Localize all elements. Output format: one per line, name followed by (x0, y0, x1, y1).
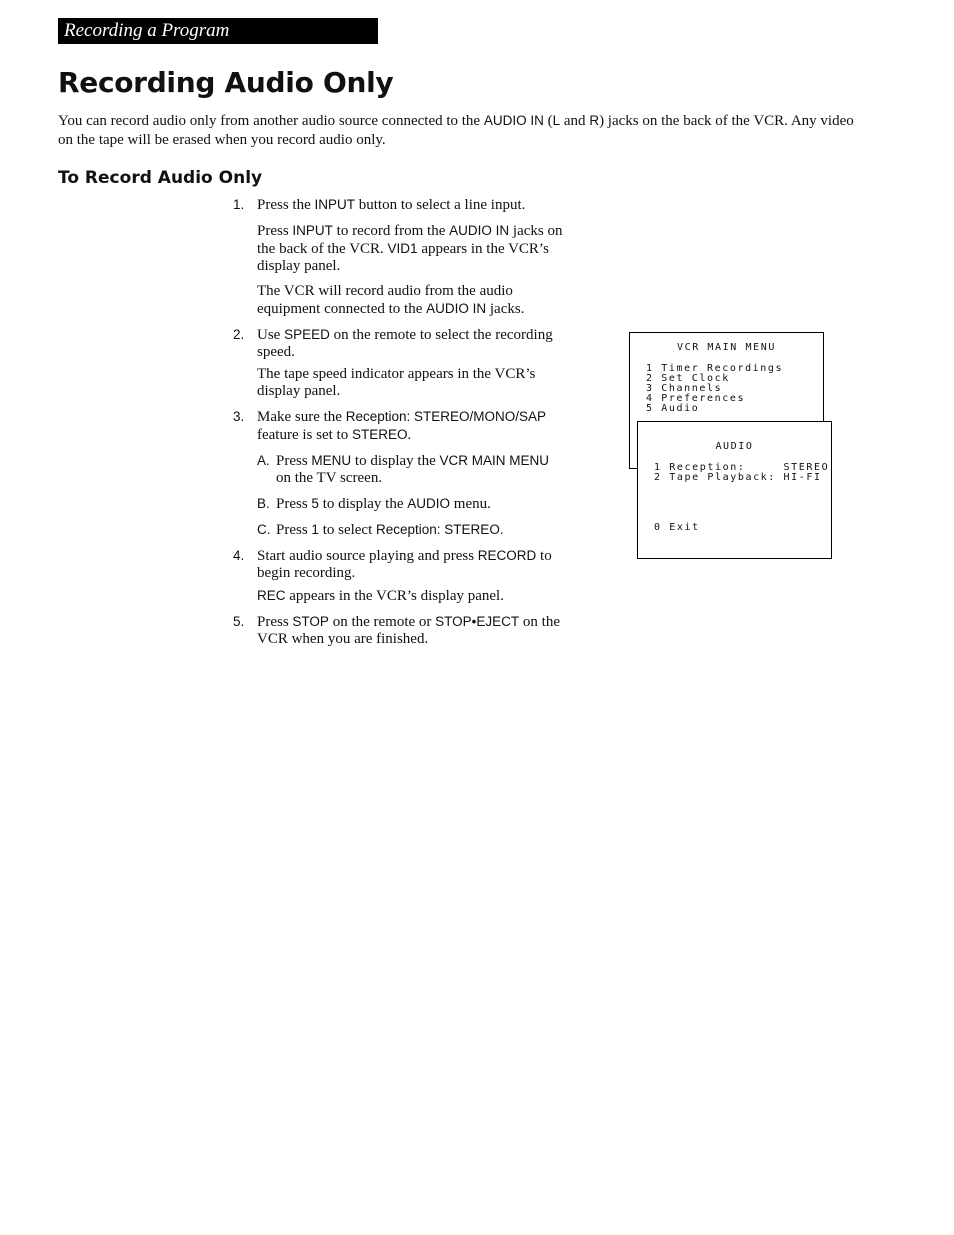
step-number: 4. (233, 548, 245, 563)
menu-title: AUDIO (715, 441, 754, 452)
menu-item: 4 Preferences (646, 393, 746, 404)
menu-item: 1 Timer Recordings (646, 363, 784, 374)
intro-paragraph: You can record audio only from another audio source connected to the AUDIO IN (L and R) jacks on the back of the VCR. Any video on the tape will be erased when you record audio only. (58, 113, 854, 148)
step-text: Press STOP on the remote or STOP•EJECT on the VCR when you are finished. (257, 614, 560, 647)
step-text: Start audio source playing and press RECORD to begin recording. (257, 548, 552, 581)
menu-item: 1 Reception: STEREO (654, 462, 830, 473)
step-text: Use SPEED on the remote to select the recording speed. (257, 327, 553, 360)
section-subtitle: To Record Audio Only (58, 168, 263, 188)
step-number: 1. (233, 197, 245, 212)
audio-menu-screen (637, 421, 832, 559)
step-4 (233, 547, 563, 605)
menu-exit-item: 0 Exit (654, 522, 700, 533)
steps-list (233, 196, 563, 653)
step-text: Press the INPUT button to select a line input. (257, 197, 526, 213)
step-number: 2. (233, 327, 245, 342)
step-1 (233, 196, 563, 318)
menu-item: 2 Set Clock (646, 373, 730, 384)
step-3 (233, 408, 563, 539)
substep-a: A. Press MENU to display the VCR MAIN MENU on the TV screen. (257, 453, 550, 486)
section-banner (58, 18, 378, 44)
menu-item: 2 Tape Playback: HI-FI (654, 472, 822, 483)
step-number: 5. (233, 614, 245, 629)
menu-item: 3 Channels (646, 383, 723, 394)
step-note: The VCR will record audio from the audio equipment connected to the AUDIO IN jacks. (257, 283, 525, 317)
menu-title: VCR MAIN MENU (676, 342, 777, 353)
step-note: REC appears in the VCR’s display panel. (257, 588, 504, 604)
step-note: Press INPUT to record from the AUDIO IN jacks on the back of the VCR. VID1 appears in the VCR’s display panel. (257, 223, 563, 274)
step-number: 3. (233, 409, 245, 424)
substep-b: B. Press 5 to display the AUDIO menu. (257, 496, 491, 512)
page-title: Recording Audio Only (58, 66, 394, 99)
step-note: The tape speed indicator appears in the VCR’s display panel. (257, 366, 536, 399)
step-2 (233, 326, 563, 400)
step-text: Make sure the Reception: STEREO/MONO/SAP feature is set to STEREO. (257, 409, 547, 443)
substep-c: C. Press 1 to select Reception: STEREO. (257, 522, 504, 538)
section-label: Recording a Program (64, 20, 230, 41)
step-5 (233, 613, 563, 648)
menu-item: 5 Audio (646, 403, 700, 414)
